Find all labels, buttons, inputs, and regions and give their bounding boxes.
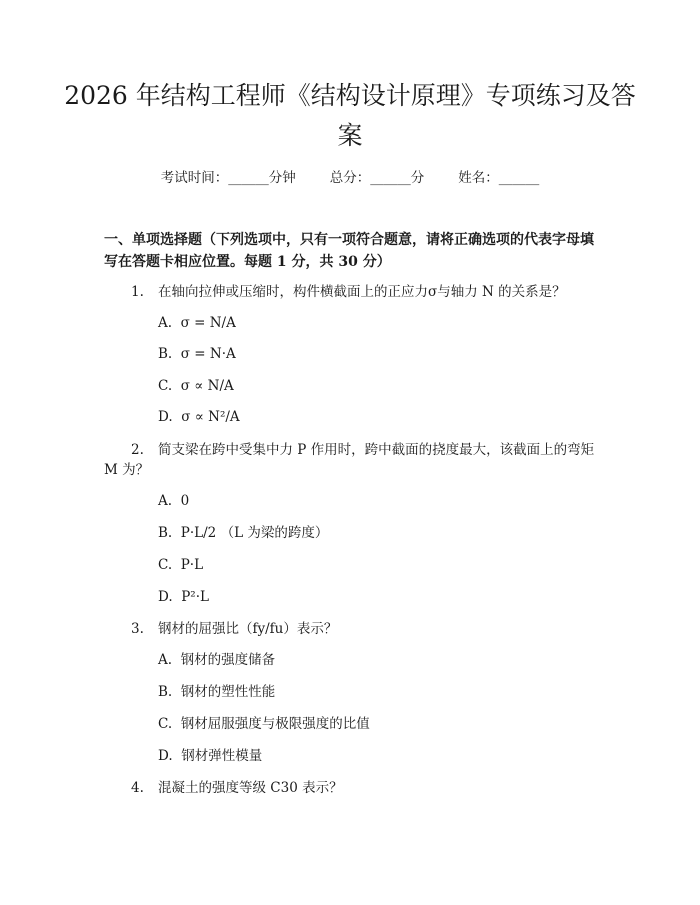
exam-info-line xyxy=(0,168,700,188)
question-number: 4. xyxy=(131,780,144,796)
question-1 xyxy=(131,282,601,302)
option-2c: C. P·L xyxy=(158,557,204,573)
question-text: 钢材的屈强比（fy/fu）表示？ xyxy=(158,621,338,637)
question-3 xyxy=(131,619,601,639)
option-1d: D. σ ∝ N²/A xyxy=(158,409,240,425)
document-title: 2026 年结构工程师《结构设计原理》专项练习及答案 xyxy=(64,81,636,150)
option-3a: A. 钢材的强度储备 xyxy=(158,652,276,668)
name-label: 姓名：______ xyxy=(458,170,540,186)
total-score-label: 总分：______分 xyxy=(329,170,425,186)
question-number: 2. xyxy=(131,442,144,458)
option-3c: C. 钢材屈服强度与极限强度的比值 xyxy=(158,716,370,732)
question-text: 混凝土的强度等级 C30 表示？ xyxy=(158,780,343,796)
option-1c: C. σ ∝ N/A xyxy=(158,378,234,394)
section-heading: 一、单项选择题（下列选项中，只有一项符合题意，请将正确选项的代表字母填写在答题卡相应位置。每题 1 分，共 30 分） xyxy=(104,232,594,270)
option-1a: A. σ = N/A xyxy=(158,315,236,331)
exam-time-label: 考试时间：______分钟 xyxy=(160,170,296,186)
option-3d: D. 钢材弹性模量 xyxy=(158,748,263,764)
option-3b: B. 钢材的塑性性能 xyxy=(158,684,276,700)
question-text: 在轴向拉伸或压缩时，构件横截面上的正应力σ与轴力 N 的关系是？ xyxy=(158,284,566,300)
question-2-continuation: M 为？ xyxy=(104,462,150,478)
option-2b: B. P·L/2 （L 为梁的跨度） xyxy=(158,525,329,541)
question-number: 1. xyxy=(131,284,144,300)
question-number: 3. xyxy=(131,621,144,637)
option-1b: B. σ = N·A xyxy=(158,346,236,362)
question-4 xyxy=(131,778,601,798)
question-2 xyxy=(131,440,601,460)
option-2a: A. 0 xyxy=(158,493,190,509)
question-text: 简支梁在跨中受集中力 P 作用时，跨中截面的挠度最大，该截面上的弯矩 xyxy=(158,442,595,458)
option-2d: D. P²·L xyxy=(158,589,209,605)
